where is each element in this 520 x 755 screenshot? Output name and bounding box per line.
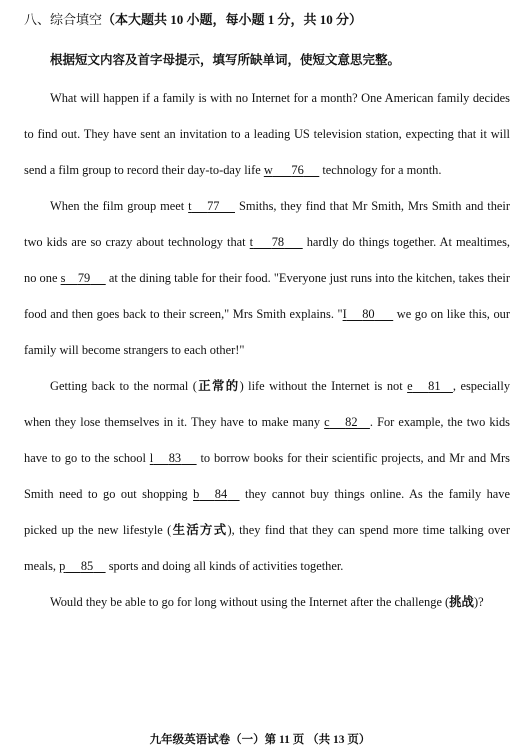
- blank-letter: p: [59, 559, 66, 573]
- passage-text: we go on like this, our family will become strangers to each other!": [24, 307, 510, 357]
- paragraph-1: [24, 80, 510, 188]
- blank-number: 81: [428, 379, 441, 393]
- blank-82[interactable]: [324, 404, 370, 440]
- blank-84[interactable]: [193, 476, 239, 512]
- passage-text: Getting back to the normal (: [50, 379, 197, 393]
- passage-text: ) life without the Internet is not: [239, 379, 408, 393]
- blank-letter: t: [188, 199, 192, 213]
- passage-text: to borrow books for their scientific projects, and Mr and Mrs Smith need to go out shopping: [24, 451, 510, 501]
- blank-number: 76: [291, 163, 304, 177]
- blank-letter: s: [60, 271, 66, 285]
- blank-letter: l: [149, 451, 154, 465]
- passage-text: . For example, the two kids have to go to the school: [24, 415, 510, 465]
- blank-letter: e: [407, 379, 413, 393]
- passage-text: )?: [473, 595, 484, 609]
- passage-text: What will happen if a family is with no Internet for a month? One American family decides to find out. They have sent an invitation to a leading US television station, expecting that it will send a film group to record their day-to-day life: [24, 91, 510, 177]
- blank-number: 79: [77, 271, 91, 285]
- footer-mid: 页 （共: [292, 734, 331, 746]
- paragraph-4: [24, 584, 510, 620]
- passage-text: , especially when they lose themselves in it. They have to make many: [24, 379, 511, 429]
- footer-prefix: 九年级英语试卷（一）第: [149, 734, 277, 746]
- blank-letter: b: [193, 487, 200, 501]
- passage-text: they cannot buy things online. As the family have picked up the new lifestyle (: [24, 487, 510, 537]
- passage: [24, 80, 510, 620]
- blank-78[interactable]: [250, 224, 303, 260]
- blank-number: 85: [80, 559, 94, 573]
- blank-number: 78: [271, 235, 285, 249]
- blank-79[interactable]: [61, 260, 106, 296]
- passage-text: at the dining table for their food. "Everyone just runs into the kitchen, takes their food and then goes back to their screen," Mrs Smith explains. ": [24, 271, 510, 321]
- passage-text: Would they be able to go for long without using the Internet after the challenge (: [50, 595, 450, 609]
- passage-text: hardly do things together. At mealtimes, no one: [24, 235, 510, 285]
- passage-text: technology for a month.: [319, 163, 442, 177]
- blank-letter: w: [263, 163, 273, 177]
- footer-page-number: 11: [279, 734, 290, 746]
- blank-80[interactable]: [343, 296, 394, 332]
- blank-number: 77: [207, 199, 220, 213]
- passage-text: When the film group meet: [50, 199, 189, 213]
- section-title: [24, 11, 362, 29]
- section-rule: （本大题共 10 小题，每小题 1 分，共 10 分）: [102, 12, 363, 27]
- blank-number: 84: [214, 487, 228, 501]
- blank-83[interactable]: [150, 440, 197, 476]
- paragraph-3: [24, 368, 510, 584]
- page-footer: [0, 731, 520, 747]
- blank-77[interactable]: [188, 188, 235, 224]
- blank-81[interactable]: [407, 368, 453, 404]
- blank-number: 82: [345, 415, 358, 429]
- blank-letter: I: [342, 307, 347, 321]
- passage-text: sports and doing all kinds of activities together.: [105, 559, 344, 573]
- blank-letter: t: [249, 235, 254, 249]
- passage-text: ), they find that they can spend more time talking over meals,: [24, 523, 510, 573]
- blank-number: 80: [362, 307, 375, 321]
- blank-85[interactable]: [59, 548, 105, 584]
- blank-letter: c: [324, 415, 330, 429]
- footer-total-pages: 13: [333, 734, 345, 746]
- paragraph-2: [24, 188, 510, 368]
- passage-text: Smiths, they find that Mr Smith, Mrs Smith and their two kids are so crazy about technology that: [24, 199, 510, 249]
- blank-76[interactable]: [264, 152, 319, 188]
- footer-suffix: 页）: [347, 734, 371, 746]
- chinese-gloss: 挑战: [449, 595, 474, 609]
- instruction-text: 根据短文内容及首字母提示，填写所缺单词，使短文意思完整。: [50, 53, 401, 67]
- blank-number: 83: [168, 451, 182, 465]
- section-heading: 八、综合填空: [24, 12, 103, 27]
- chinese-gloss: 生活方式: [171, 523, 228, 537]
- chinese-gloss: 正常的: [196, 379, 240, 393]
